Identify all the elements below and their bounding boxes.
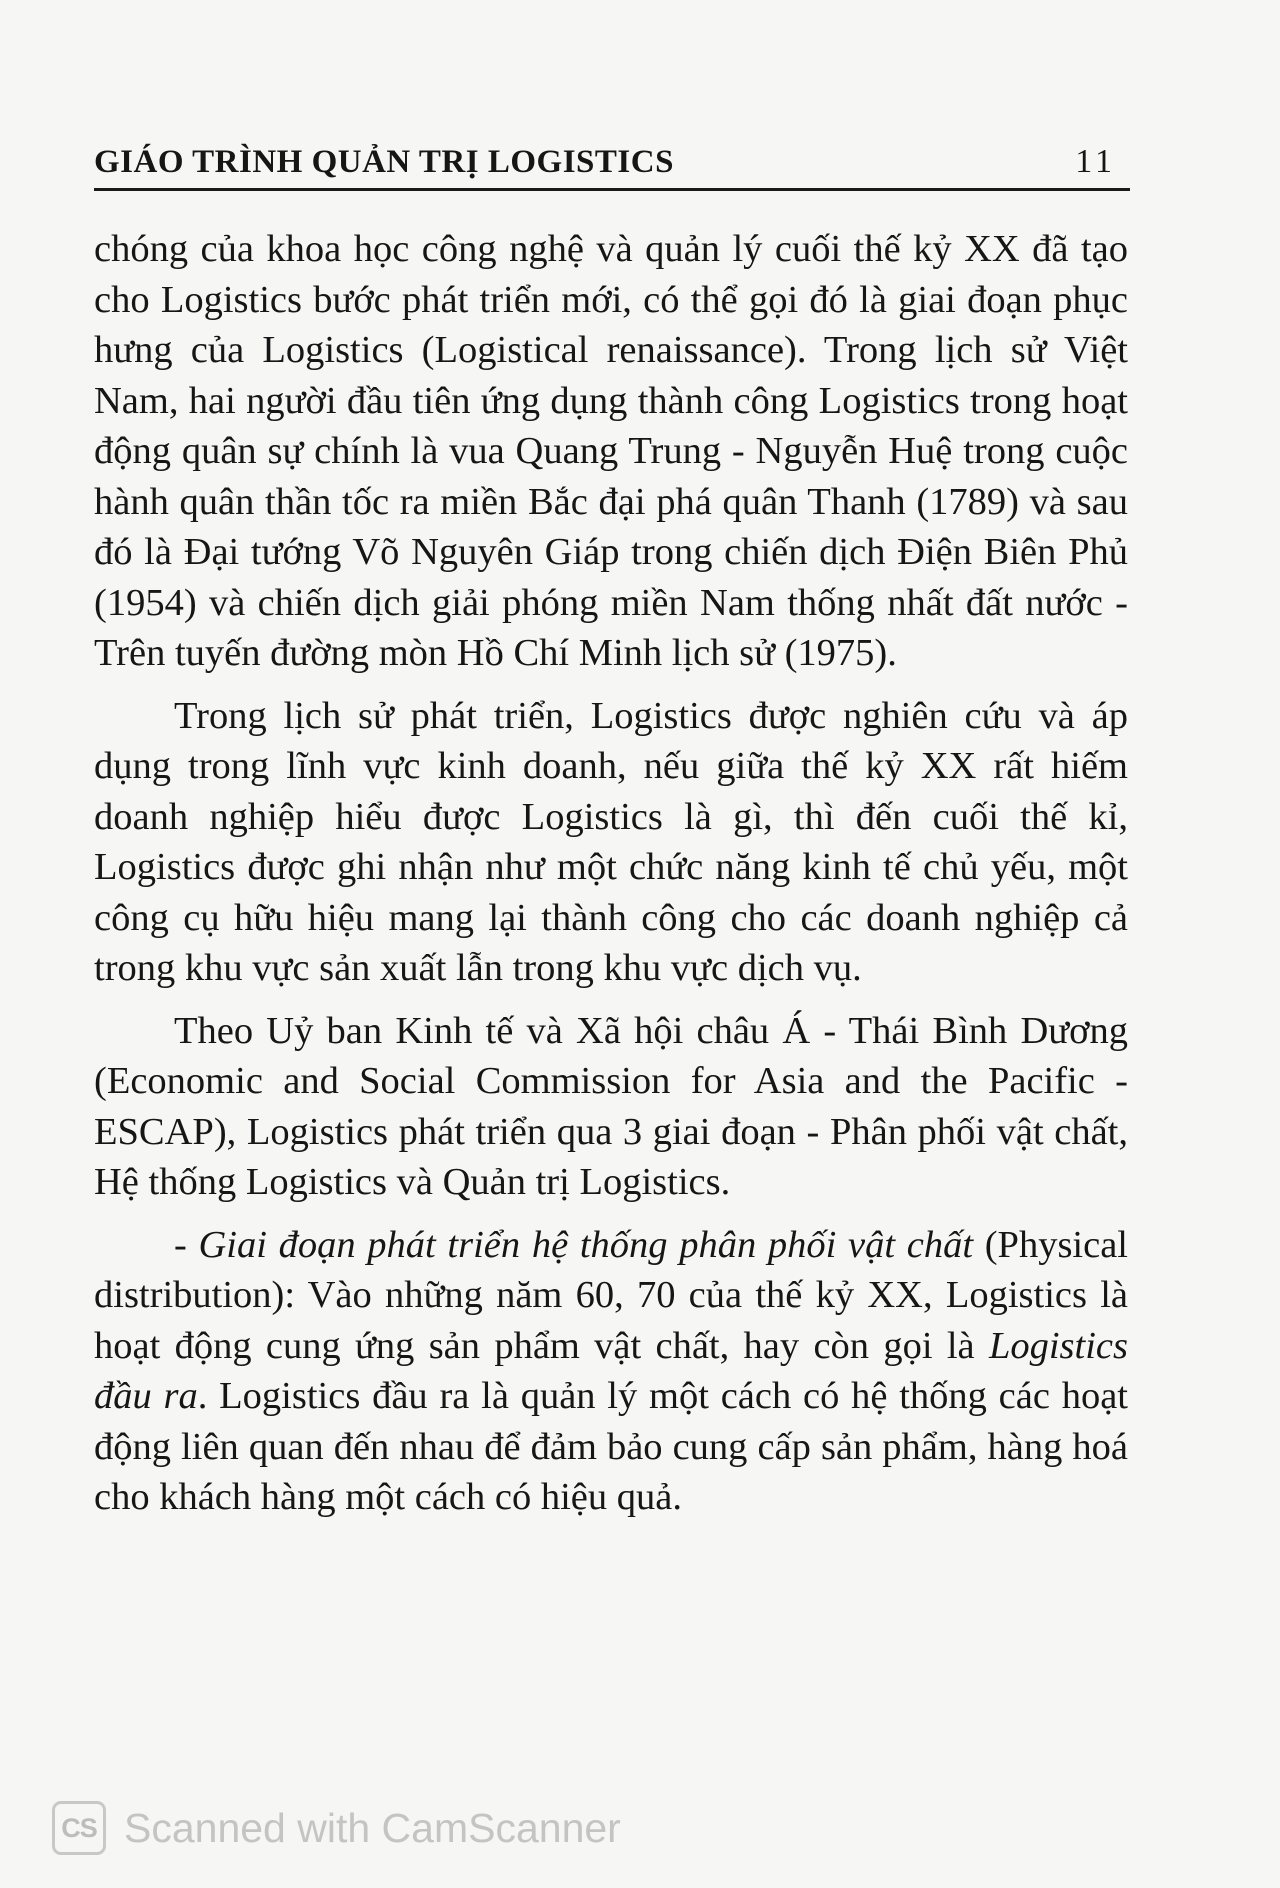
paragraph-physical-distribution [94, 1220, 1128, 1523]
camscanner-watermark [52, 1800, 621, 1856]
page-number: 11 [1075, 143, 1116, 180]
paragraph-business-development: Trong lịch sử phát triển, Logistics được nghiên cứu và áp dụng trong lĩnh vực kinh doanh, nếu giữa thế kỷ XX rất hiếm doanh nghiệp hiểu được Logistics là gì, thì đến cuối thế kỉ, Logistics được ghi nhận như một chức năng kinh tế chủ yếu, một công cụ hữu hiệu mang lại thành công cho các doanh nghiệp cả trong khu vực sản xuất lẫn trong khu vực dịch vụ. [94, 694, 1128, 989]
stage-heading: - Giai đoạn phát triển hệ thống phân phối vật chất [174, 1223, 974, 1266]
running-header [94, 142, 1130, 191]
paragraph-escap-stages: Theo Uỷ ban Kinh tế và Xã hội châu Á - Thái Bình Dương (Economic and Social Commission for Asia and the Pacific - ESCAP), Logistics phát triển qua 3 giai đoạn - Phân phối vật chất, Hệ thống Logistics và Quản trị Logistics. [94, 1009, 1128, 1203]
body-text [94, 224, 1128, 1523]
stage-italic-term: Logistics đầu ra [94, 1324, 1128, 1417]
paragraph-continued: chóng của khoa học công nghệ và quản lý cuối thế kỷ XX đã tạo cho Logistics bước phát triển mới, có thể gọi đó là giai đoạn phục hưng của Logistics (Logistical renaissance). Trong lịch sử Việt Nam, hai người đầu tiên ứng dụng thành công Logistics trong hoạt động quân sự chính là vua Quang Trung - Nguyễn Huệ trong cuộc hành quân thần tốc ra miền Bắc đại phá quân Thanh (1789) và sau đó là Đại tướng Võ Nguyên Giáp trong chiến dịch Điện Biên Phủ (1954) và chiến dịch giải phóng miền Nam thống nhất đất nước - Trên tuyến đường mòn Hồ Chí Minh lịch sử (1975). [94, 228, 1128, 674]
running-title: GIÁO TRÌNH QUẢN TRỊ LOGISTICS [94, 144, 674, 180]
watermark-text: Scanned with CamScanner [124, 1804, 621, 1851]
stage-text-part-2: . Logistics đầu ra là quản lý một cách có hệ thống các hoạt động liên quan đến nhau để đảm bảo cung cấp sản phẩm, hàng hoá cho khách hàng một cách có hiệu quả. [94, 1375, 1129, 1518]
camscanner-logo-icon: CS [52, 1801, 106, 1855]
stage-text-part-1: (Physical distribution): Vào những năm 60, 70 của thế kỷ XX, Logistics là hoạt động cung ứng sản phẩm vật chất, hay còn gọi là [94, 1223, 1128, 1367]
